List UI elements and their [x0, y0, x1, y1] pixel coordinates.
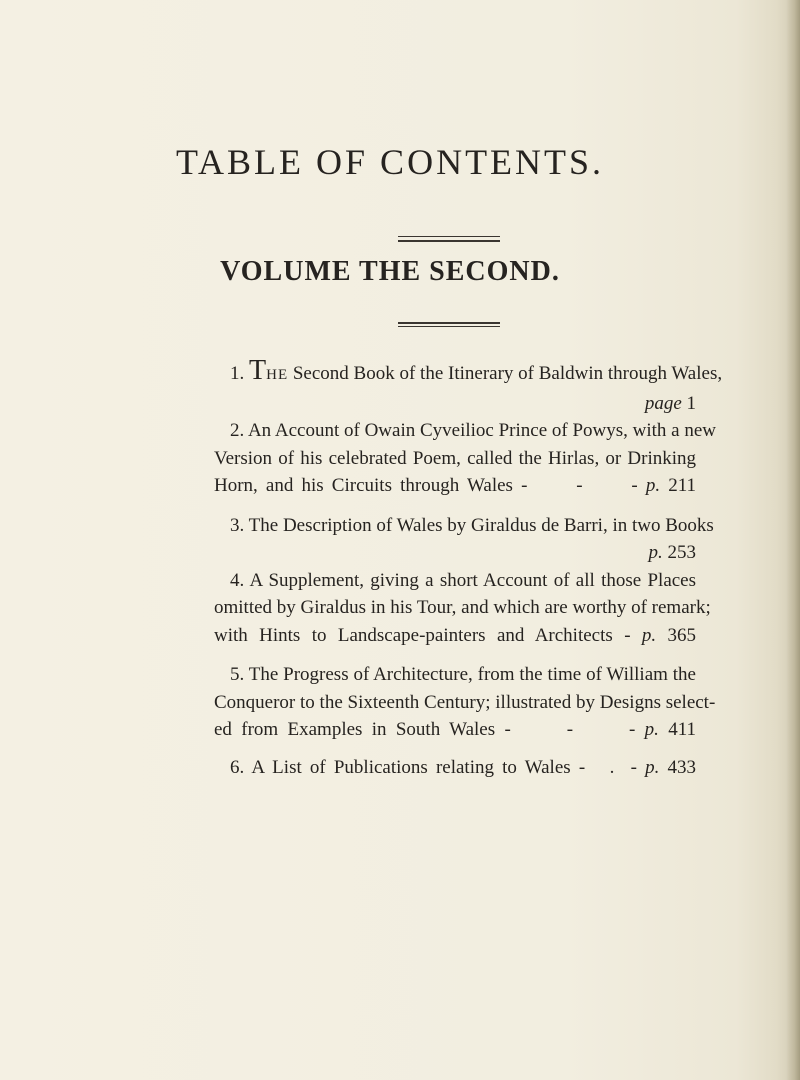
entry-6-page-number: 433: [667, 756, 697, 778]
entry-6-text-1: A List of Publications relating to Wales: [251, 756, 571, 778]
entry-2-text-3: Horn, and his Circuits through Wales: [214, 475, 513, 496]
entry-5-text-1: The Progress of Architecture, from the time of William the: [248, 664, 696, 685]
entry-1-text-1: Second Book of the Itinerary of Baldwin through Wales,: [288, 363, 723, 384]
ornamental-rule-bottom-thin: [398, 326, 500, 327]
entry-1-drop-cap: T: [249, 355, 267, 386]
entry-2-line-3: [214, 472, 696, 500]
ornamental-rule-top-thin: [398, 236, 500, 237]
ornamental-rule-top-thick: [398, 240, 500, 242]
entry-4-number: 4.: [230, 569, 245, 591]
entry-5-page-ref: [645, 719, 696, 740]
entry-1-page-number: 1: [686, 392, 696, 414]
entry-4-leader: -: [624, 624, 631, 646]
entry-2-text-1: An Account of Owain Cyveilioc Prince of Powys, with a new: [247, 420, 717, 441]
entry-3-page-ref: [214, 539, 696, 567]
contents-entry-4: [214, 567, 711, 650]
contents-list: [214, 355, 723, 781]
entry-5-line-1: [214, 661, 696, 689]
entry-3-line-1: [214, 512, 714, 540]
entry-2-page-number: 211: [668, 475, 697, 496]
contents-entry-1: [214, 355, 723, 417]
entry-5-text-3: ed from Examples in South Wales: [214, 719, 496, 740]
entry-4-page-label: p.: [641, 624, 657, 646]
entry-5-page-number: 411: [668, 719, 697, 740]
entry-5-line-3: [214, 716, 696, 744]
page-title: TABLE OF CONTENTS.: [175, 142, 605, 182]
ornamental-rule-bottom-thick: [398, 322, 500, 324]
entry-3-number: 3.: [230, 514, 245, 536]
entry-1-page-ref: [214, 390, 696, 418]
contents-entry-2: [214, 417, 717, 500]
entry-2-page-label: p.: [645, 475, 661, 496]
entry-2-page-ref: [646, 475, 696, 496]
entry-4-line-1: [214, 567, 696, 595]
entry-4-page-ref: [642, 625, 696, 646]
entry-5-line-2: Conqueror to the Sixteenth Century; illustrated by Designs select-: [214, 691, 716, 713]
entry-6-number: 6.: [230, 756, 245, 778]
entry-6-line-1: [214, 754, 696, 782]
entry-5-leader: - - -: [504, 719, 636, 740]
entry-2-line-1: [214, 417, 717, 445]
entry-6-page-label: p.: [645, 756, 660, 778]
entry-2-number: 2.: [230, 420, 245, 441]
entry-4-text-3: with Hints to Landscape-painters and Architects: [214, 624, 613, 646]
entry-3-page-label: p.: [648, 542, 663, 563]
entry-6-page-ref: [645, 757, 696, 778]
entry-2-leader: - - -: [521, 475, 638, 496]
entry-4-line-3: [214, 622, 696, 650]
entry-1-number: 1.: [230, 363, 245, 384]
volume-subtitle: VOLUME THE SECOND.: [220, 256, 560, 287]
entry-spacer: [214, 500, 696, 512]
entry-5-page-label: p.: [644, 719, 659, 740]
entry-3-page-number: 253: [667, 542, 696, 563]
entry-3-text-1: The Description of Wales by Giraldus de Barri, in two Books: [248, 514, 714, 536]
entry-1-line-1: [214, 355, 723, 390]
entry-spacer: [214, 744, 696, 754]
contents-entry-6: [214, 754, 696, 782]
contents-entry-5: [214, 661, 716, 744]
entry-spacer: [214, 649, 696, 661]
entry-6-leader: - . -: [578, 756, 637, 778]
contents-entry-3: [214, 512, 714, 567]
entry-4-page-number: 365: [667, 624, 697, 646]
entry-1-smallcaps: HE: [266, 367, 289, 383]
entry-4-text-1: A Supplement, giving a short Account of all those Places: [249, 569, 697, 591]
entry-1-page-label: page: [644, 392, 682, 414]
page-edge-shadow: [786, 0, 800, 1080]
entry-5-number: 5.: [230, 664, 245, 685]
entry-4-line-2: omitted by Giraldus in his Tour, and which are worthy of remark;: [214, 597, 711, 618]
entry-2-line-2: Version of his celebrated Poem, called the Hirlas, or Drinking: [214, 447, 696, 469]
